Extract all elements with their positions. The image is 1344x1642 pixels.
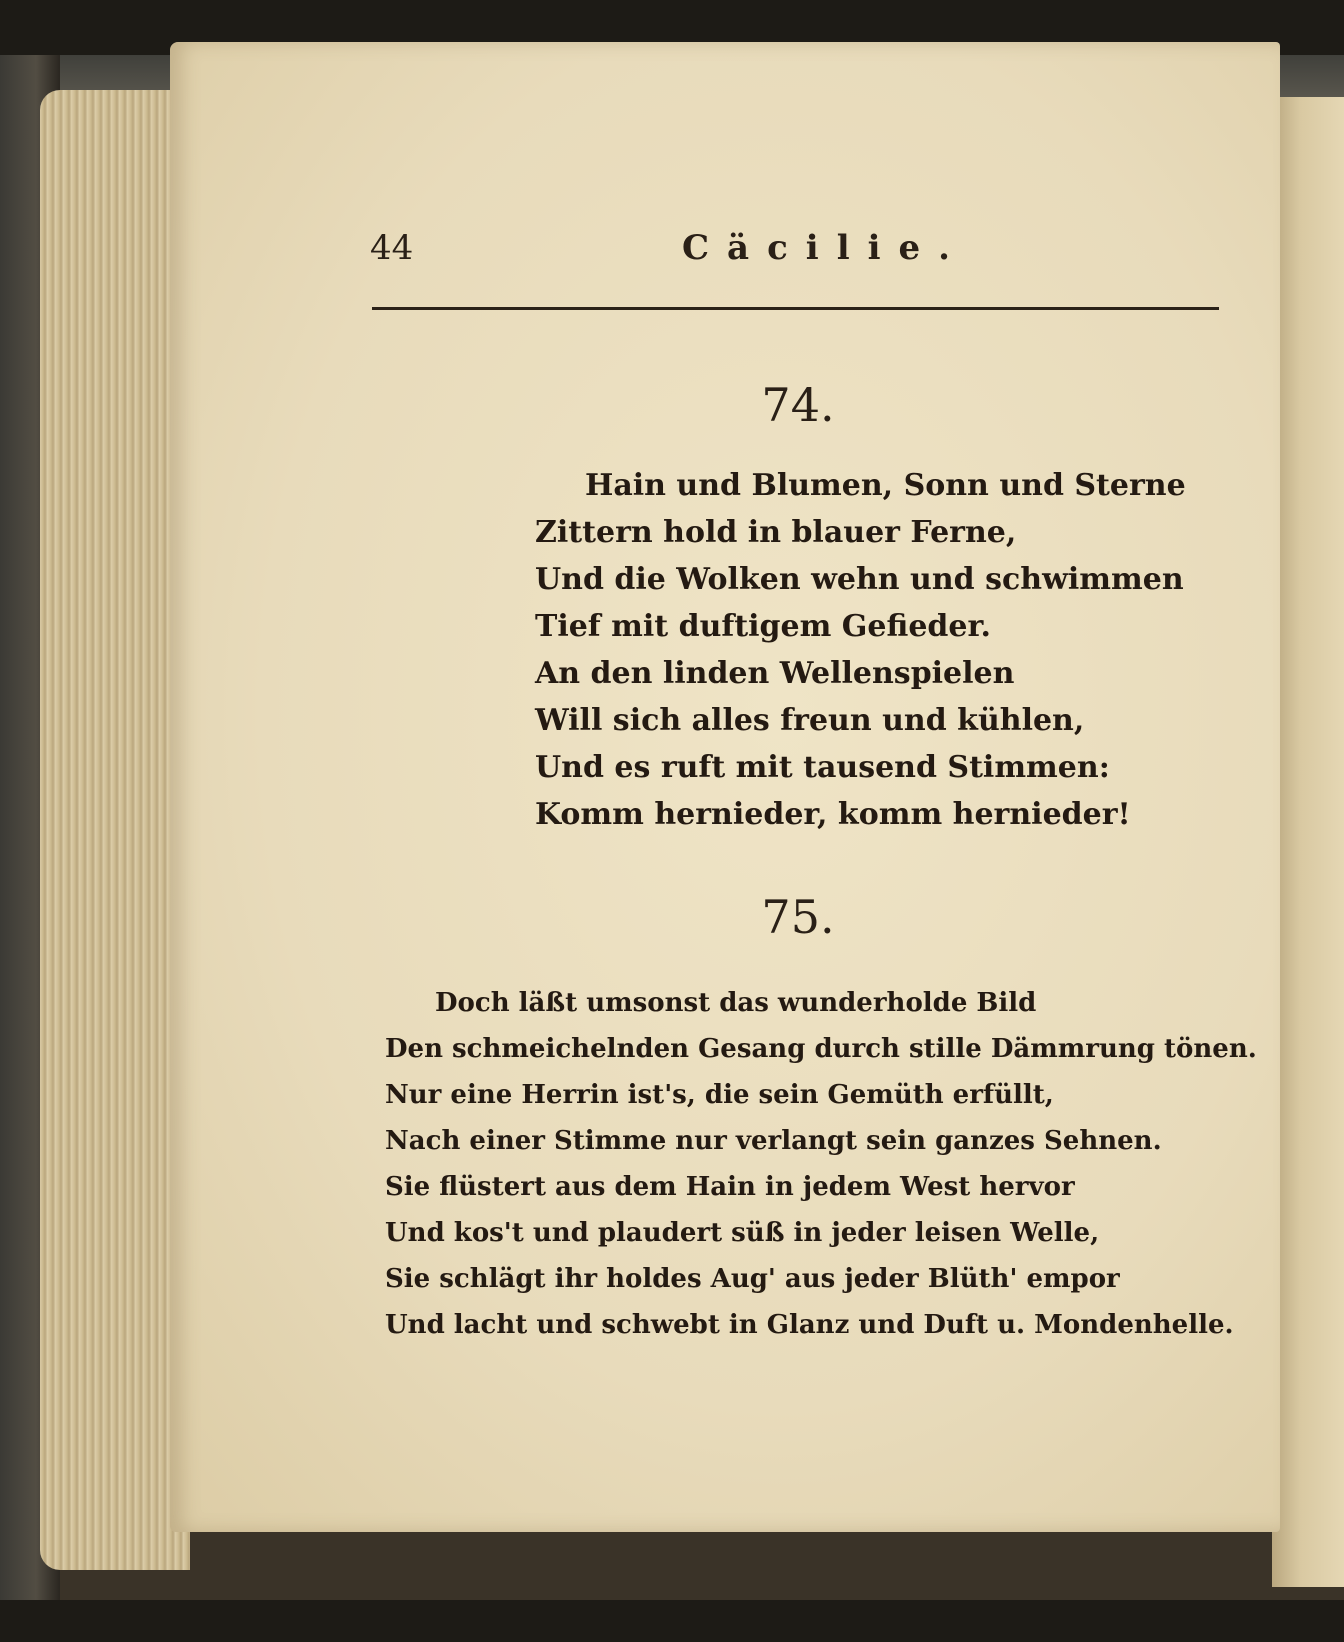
poem-line: Nach einer Stimme nur verlangt sein ganzes Sehnen. [385, 1126, 1162, 1156]
poem-line: Komm hernieder, komm hernieder! [535, 797, 1131, 832]
poem-line: Sie flüstert aus dem Hain in jedem West hervor [385, 1172, 1075, 1202]
poem-line: Und lacht und schwebt in Glanz und Duft u. Mondenhelle. [385, 1310, 1234, 1340]
poem-number-74: 74. [761, 378, 835, 432]
poem-line: Nur eine Herrin ist's, die sein Gemüth erfüllt, [385, 1080, 1054, 1110]
facing-page-edge [1272, 97, 1344, 1587]
header-rule [372, 307, 1219, 310]
poem-line: An den linden Wellenspielen [535, 656, 1015, 691]
poem-line: Und die Wolken wehn und schwimmen [535, 562, 1184, 597]
page-header [370, 228, 1215, 278]
poem-line: Will sich alles freun und kühlen, [535, 703, 1085, 738]
poem-line: Doch läßt umsonst das wunderholde Bild [435, 988, 1037, 1018]
poem-line: Sie schlägt ihr holdes Aug' aus jeder Blüth' empor [385, 1264, 1120, 1294]
poem-line: Zittern hold in blauer Ferne, [535, 515, 1017, 550]
poem-line: Den schmeichelnden Gesang durch stille Dämmrung tönen. [385, 1034, 1257, 1064]
page-number: 44 [370, 228, 414, 268]
poem-line: Und kos't und plaudert süß in jeder leisen Welle, [385, 1218, 1100, 1248]
page-edges [40, 90, 190, 1570]
poem-line: Hain und Blumen, Sonn und Sterne [585, 468, 1186, 503]
poem-75-stanza [385, 980, 1257, 1348]
running-title: Cäcilie. [682, 228, 969, 268]
poem-number-75: 75. [761, 890, 835, 944]
poem-line: Tief mit duftigem Gefieder. [535, 609, 991, 644]
poem-74-stanza [535, 462, 1186, 838]
poem-line: Und es ruft mit tausend Stimmen: [535, 750, 1110, 785]
